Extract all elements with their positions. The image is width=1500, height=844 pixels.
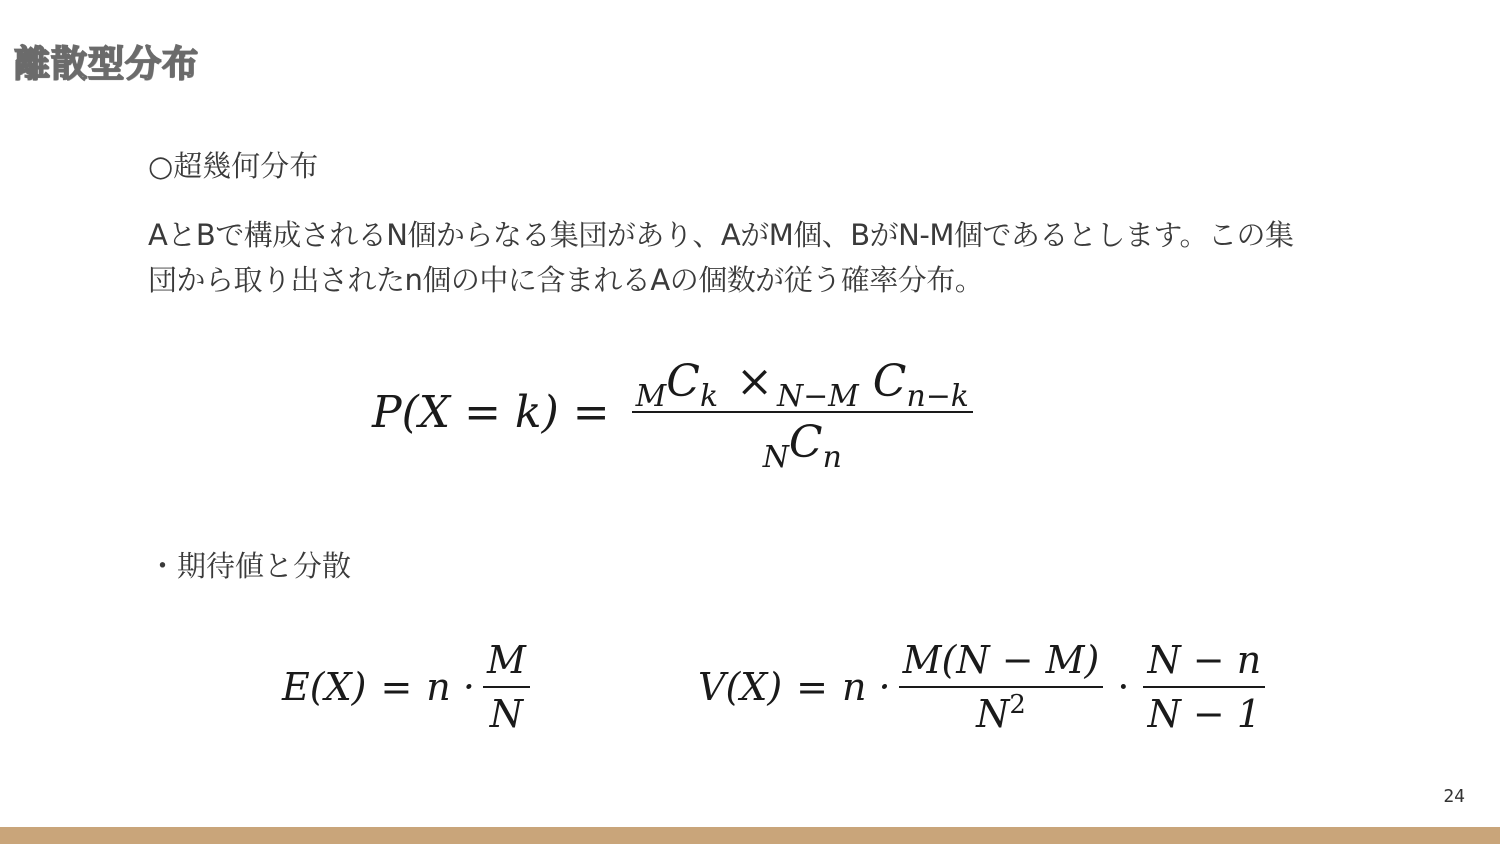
var-lhs: V(X)	[698, 665, 783, 709]
slide-title: 離散型分布	[14, 44, 200, 85]
ev-fraction	[483, 638, 530, 736]
page-number: 24	[1443, 786, 1465, 807]
var-numerator-1: M(N − M)	[902, 638, 1100, 682]
var-coefficient: n ·	[842, 665, 891, 709]
var-denominator-2: N − 1	[1147, 692, 1262, 736]
pmf-lhs: P(X = k)	[372, 386, 559, 438]
description-line-2: 団から取り出されたn個の中に含まれるAの個数が従う確率分布。	[148, 263, 984, 297]
pmf-num-prefix-2: N−M	[776, 378, 859, 414]
ev-numerator: M	[486, 638, 526, 682]
pmf-times: ×	[736, 356, 773, 407]
description-line-1: AとBで構成されるN個からなる集団があり、AがM個、BがN-M個であるとします。この集	[148, 218, 1294, 252]
var-numerator-2: N − n	[1147, 638, 1262, 682]
hypergeometric-heading: ○超幾何分布	[148, 149, 319, 183]
ev-lhs: E(X)	[282, 665, 367, 709]
pmf-den-prefix: N	[762, 439, 789, 475]
var-fraction-2	[1143, 638, 1265, 736]
pmf-num-sub-1: k	[699, 378, 719, 414]
pmf-fraction	[632, 356, 973, 475]
variance-formula	[698, 638, 1273, 736]
ev-equals: =	[380, 665, 413, 709]
ev-coefficient: n ·	[426, 665, 475, 709]
pmf-den-c: C	[788, 417, 823, 468]
ev-denominator: N	[489, 692, 524, 736]
pmf-formula	[372, 356, 981, 475]
var-dot: ·	[1117, 665, 1130, 709]
var-denominator-1	[972, 688, 1030, 736]
pmf-equals: =	[572, 386, 610, 438]
pmf-num-c-2: C	[872, 356, 907, 407]
hypergeometric-description	[148, 213, 1378, 303]
pmf-num-c-1: C	[666, 356, 700, 407]
var-den1-exponent: 2	[1009, 689, 1026, 720]
pmf-num-prefix-1: M	[635, 378, 667, 414]
moments-heading: ・期待値と分散	[148, 549, 352, 583]
expectation-formula	[282, 638, 538, 736]
pmf-den-sub: n	[822, 439, 842, 475]
pmf-num-sub-2: n−k	[906, 378, 969, 414]
var-equals: =	[796, 665, 828, 709]
var-den1-base: N	[976, 692, 1010, 736]
var-fraction-1	[899, 638, 1104, 736]
pmf-numerator	[632, 356, 973, 414]
pmf-denominator	[759, 413, 846, 475]
footer-accent-bar	[0, 827, 1500, 844]
